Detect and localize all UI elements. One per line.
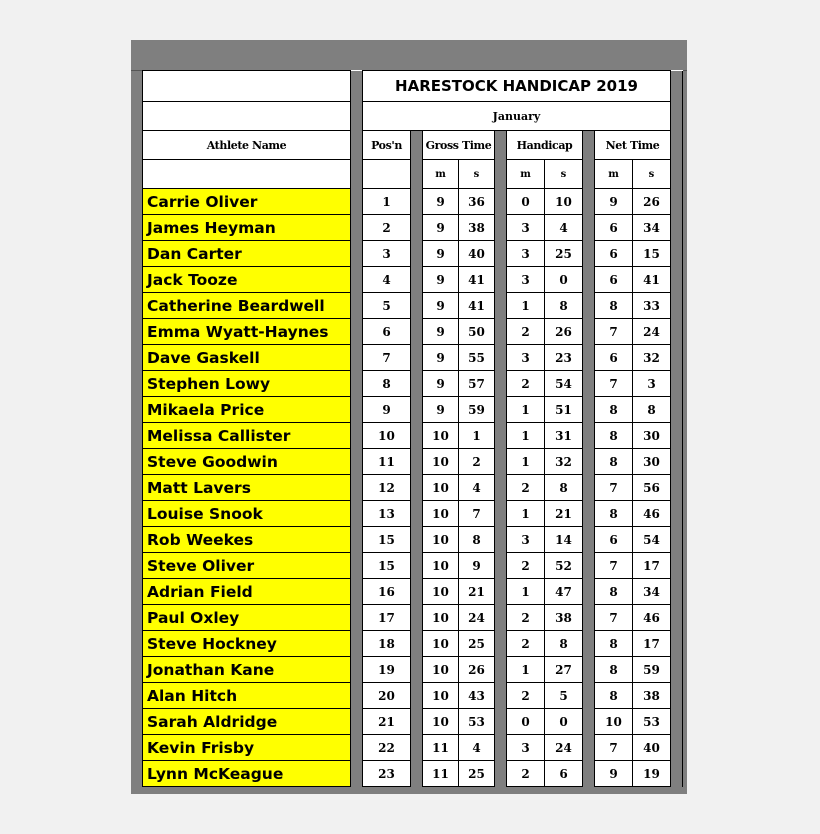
net-minutes-cell: 8 [595,631,633,657]
handicap-seconds-cell: 32 [545,449,583,475]
table-row [143,579,683,605]
table-row [143,189,683,215]
gross-seconds-cell: 9 [459,553,495,579]
handicap-seconds-cell: 27 [545,657,583,683]
handicap-seconds-cell: 52 [545,553,583,579]
athlete-name-cell: Jonathan Kane [143,657,351,683]
handicap-seconds-cell: 0 [545,709,583,735]
handicap-seconds-cell: 0 [545,267,583,293]
handicap-minutes-cell: 3 [507,241,545,267]
handicap-seconds-cell: 38 [545,605,583,631]
net-minutes-cell: 7 [595,475,633,501]
table-row [143,709,683,735]
position-cell: 20 [363,683,411,709]
athlete-name-cell: Stephen Lowy [143,371,351,397]
net-minutes-cell: 7 [595,553,633,579]
table-row [143,293,683,319]
net-seconds-cell: 34 [633,215,671,241]
gross-minutes-cell: 10 [423,501,459,527]
results-sheet [131,40,687,794]
gross-minutes-cell: 10 [423,527,459,553]
net-minutes-cell: 6 [595,267,633,293]
handicap-seconds-cell: 31 [545,423,583,449]
header-net-time: Net Time [595,131,671,160]
gross-minutes-cell: 9 [423,293,459,319]
position-cell: 22 [363,735,411,761]
net-seconds-cell: 8 [633,397,671,423]
gross-seconds-cell: 8 [459,527,495,553]
gross-seconds-cell: 50 [459,319,495,345]
handicap-minutes-cell: 2 [507,683,545,709]
handicap-seconds-cell: 23 [545,345,583,371]
table-row [143,319,683,345]
net-seconds-cell: 46 [633,605,671,631]
table-row [143,397,683,423]
athlete-name-cell: Emma Wyatt-Haynes [143,319,351,345]
gross-minutes-cell: 9 [423,215,459,241]
handicap-seconds-cell: 8 [545,475,583,501]
table-row [143,631,683,657]
handicap-minutes-cell: 2 [507,761,545,787]
handicap-minutes-cell: 1 [507,501,545,527]
position-cell: 6 [363,319,411,345]
gross-seconds-cell: 24 [459,605,495,631]
net-minutes-cell: 10 [595,709,633,735]
gross-seconds-cell: 2 [459,449,495,475]
net-minutes-cell: 8 [595,293,633,319]
position-cell: 3 [363,241,411,267]
athlete-name-cell: Paul Oxley [143,605,351,631]
handicap-minutes-cell: 3 [507,735,545,761]
month-row [143,102,683,131]
position-cell: 15 [363,527,411,553]
net-minutes-header: m [595,160,633,189]
position-cell: 16 [363,579,411,605]
table-row [143,423,683,449]
net-minutes-cell: 7 [595,735,633,761]
gross-seconds-cell: 38 [459,215,495,241]
table-row [143,527,683,553]
handicap-seconds-cell: 6 [545,761,583,787]
header-gross-time: Gross Time [423,131,495,160]
handicap-minutes-cell: 3 [507,345,545,371]
gross-minutes-cell: 9 [423,397,459,423]
gross-seconds-cell: 40 [459,241,495,267]
position-cell: 18 [363,631,411,657]
net-seconds-cell: 56 [633,475,671,501]
position-cell: 10 [363,423,411,449]
position-cell: 1 [363,189,411,215]
handicap-minutes-header: m [507,160,545,189]
net-seconds-cell: 17 [633,631,671,657]
position-cell: 23 [363,761,411,787]
gross-minutes-header: m [423,160,459,189]
net-seconds-cell: 34 [633,579,671,605]
gross-minutes-cell: 9 [423,189,459,215]
athlete-name-cell: Carrie Oliver [143,189,351,215]
gross-minutes-cell: 9 [423,371,459,397]
gross-seconds-cell: 55 [459,345,495,371]
position-cell: 15 [363,553,411,579]
handicap-minutes-cell: 1 [507,293,545,319]
header-row [143,131,683,160]
table-row [143,475,683,501]
handicap-seconds-cell: 21 [545,501,583,527]
net-minutes-cell: 8 [595,501,633,527]
handicap-minutes-cell: 2 [507,605,545,631]
table-row [143,735,683,761]
gross-seconds-cell: 53 [459,709,495,735]
table-row [143,761,683,787]
handicap-minutes-cell: 3 [507,527,545,553]
gross-seconds-cell: 41 [459,293,495,319]
athlete-name-cell: Catherine Beardwell [143,293,351,319]
athlete-name-cell: Dan Carter [143,241,351,267]
month-label: January [363,102,671,131]
position-cell: 9 [363,397,411,423]
handicap-minutes-cell: 2 [507,319,545,345]
net-minutes-cell: 8 [595,449,633,475]
athlete-name-cell: Steve Goodwin [143,449,351,475]
gross-minutes-cell: 10 [423,709,459,735]
position-cell: 11 [363,449,411,475]
handicap-seconds-cell: 47 [545,579,583,605]
athlete-name-cell: Steve Oliver [143,553,351,579]
gross-seconds-cell: 4 [459,735,495,761]
position-cell: 21 [363,709,411,735]
gross-seconds-cell: 41 [459,267,495,293]
athlete-name-cell: Rob Weekes [143,527,351,553]
table-row [143,605,683,631]
net-seconds-cell: 41 [633,267,671,293]
athlete-name-cell: Sarah Aldridge [143,709,351,735]
athlete-name-cell: Lynn McKeague [143,761,351,787]
handicap-minutes-cell: 2 [507,631,545,657]
handicap-minutes-cell: 1 [507,423,545,449]
handicap-seconds-cell: 8 [545,631,583,657]
athlete-name-cell: Mikaela Price [143,397,351,423]
net-minutes-cell: 6 [595,241,633,267]
handicap-seconds-cell: 51 [545,397,583,423]
gross-minutes-cell: 10 [423,605,459,631]
title-spacer-cell [143,71,351,102]
handicap-seconds-cell: 26 [545,319,583,345]
gross-minutes-cell: 10 [423,449,459,475]
sheet-top-bar [131,40,687,71]
position-cell: 7 [363,345,411,371]
net-seconds-cell: 24 [633,319,671,345]
net-seconds-cell: 33 [633,293,671,319]
gross-seconds-cell: 43 [459,683,495,709]
gross-minutes-cell: 10 [423,657,459,683]
header-athlete-name: Athlete Name [143,131,351,160]
net-minutes-cell: 6 [595,215,633,241]
table-row [143,267,683,293]
net-seconds-cell: 3 [633,371,671,397]
gross-minutes-cell: 10 [423,553,459,579]
gross-minutes-cell: 9 [423,267,459,293]
position-cell: 19 [363,657,411,683]
athlete-name-cell: Louise Snook [143,501,351,527]
net-minutes-cell: 8 [595,397,633,423]
net-minutes-cell: 8 [595,657,633,683]
handicap-seconds-cell: 54 [545,371,583,397]
table-row [143,449,683,475]
athlete-name-cell: Alan Hitch [143,683,351,709]
position-cell: 13 [363,501,411,527]
handicap-minutes-cell: 3 [507,267,545,293]
gross-seconds-cell: 25 [459,761,495,787]
position-cell: 8 [363,371,411,397]
net-minutes-cell: 7 [595,319,633,345]
handicap-seconds-cell: 4 [545,215,583,241]
handicap-minutes-cell: 0 [507,189,545,215]
header-handicap: Handicap [507,131,583,160]
net-minutes-cell: 9 [595,189,633,215]
gross-seconds-cell: 4 [459,475,495,501]
gross-minutes-cell: 10 [423,631,459,657]
athlete-name-cell: Adrian Field [143,579,351,605]
athlete-name-cell: Steve Hockney [143,631,351,657]
handicap-minutes-cell: 3 [507,215,545,241]
net-seconds-cell: 46 [633,501,671,527]
net-seconds-cell: 53 [633,709,671,735]
net-seconds-cell: 26 [633,189,671,215]
header-position: Pos'n [363,131,411,160]
handicap-minutes-cell: 1 [507,449,545,475]
handicap-seconds-cell: 14 [545,527,583,553]
gross-seconds-cell: 1 [459,423,495,449]
net-minutes-cell: 6 [595,527,633,553]
table-row [143,345,683,371]
gross-seconds-header: s [459,160,495,189]
handicap-minutes-cell: 1 [507,657,545,683]
net-seconds-cell: 38 [633,683,671,709]
title-row [143,71,683,102]
gross-seconds-cell: 36 [459,189,495,215]
handicap-minutes-cell: 2 [507,553,545,579]
gross-seconds-cell: 59 [459,397,495,423]
net-minutes-cell: 7 [595,605,633,631]
net-seconds-cell: 40 [633,735,671,761]
net-seconds-cell: 30 [633,423,671,449]
net-seconds-cell: 59 [633,657,671,683]
gross-seconds-cell: 21 [459,579,495,605]
results-table [142,70,683,787]
subheader-row [143,160,683,189]
gross-minutes-cell: 10 [423,423,459,449]
gross-minutes-cell: 10 [423,475,459,501]
net-seconds-cell: 32 [633,345,671,371]
net-seconds-cell: 17 [633,553,671,579]
athlete-name-cell: Jack Tooze [143,267,351,293]
sheet-title: HARESTOCK HANDICAP 2019 [363,71,671,102]
athlete-name-cell: Matt Lavers [143,475,351,501]
gross-seconds-cell: 25 [459,631,495,657]
gross-minutes-cell: 11 [423,761,459,787]
net-minutes-cell: 8 [595,423,633,449]
handicap-minutes-cell: 1 [507,579,545,605]
athlete-name-cell: Kevin Frisby [143,735,351,761]
handicap-minutes-cell: 1 [507,397,545,423]
handicap-seconds-cell: 25 [545,241,583,267]
gross-minutes-cell: 10 [423,579,459,605]
athlete-name-cell: Melissa Callister [143,423,351,449]
net-seconds-cell: 30 [633,449,671,475]
gross-minutes-cell: 9 [423,345,459,371]
table-row [143,553,683,579]
position-cell: 17 [363,605,411,631]
net-minutes-cell: 8 [595,579,633,605]
handicap-minutes-cell: 2 [507,371,545,397]
position-cell: 2 [363,215,411,241]
table-row [143,683,683,709]
handicap-seconds-header: s [545,160,583,189]
handicap-seconds-cell: 10 [545,189,583,215]
position-cell: 4 [363,267,411,293]
table-row [143,371,683,397]
athlete-name-cell: Dave Gaskell [143,345,351,371]
net-minutes-cell: 7 [595,371,633,397]
handicap-seconds-cell: 8 [545,293,583,319]
handicap-seconds-cell: 5 [545,683,583,709]
table-row [143,215,683,241]
gross-minutes-cell: 9 [423,319,459,345]
handicap-minutes-cell: 2 [507,475,545,501]
gross-minutes-cell: 11 [423,735,459,761]
net-minutes-cell: 6 [595,345,633,371]
table-row [143,501,683,527]
net-seconds-cell: 15 [633,241,671,267]
gross-seconds-cell: 26 [459,657,495,683]
handicap-minutes-cell: 0 [507,709,545,735]
net-seconds-cell: 54 [633,527,671,553]
athlete-name-cell: James Heyman [143,215,351,241]
gross-seconds-cell: 7 [459,501,495,527]
net-seconds-cell: 19 [633,761,671,787]
net-minutes-cell: 9 [595,761,633,787]
gross-minutes-cell: 10 [423,683,459,709]
gross-minutes-cell: 9 [423,241,459,267]
handicap-seconds-cell: 24 [545,735,583,761]
table-row [143,241,683,267]
net-minutes-cell: 8 [595,683,633,709]
table-row [143,657,683,683]
position-cell: 5 [363,293,411,319]
net-seconds-header: s [633,160,671,189]
position-cell: 12 [363,475,411,501]
gross-seconds-cell: 57 [459,371,495,397]
